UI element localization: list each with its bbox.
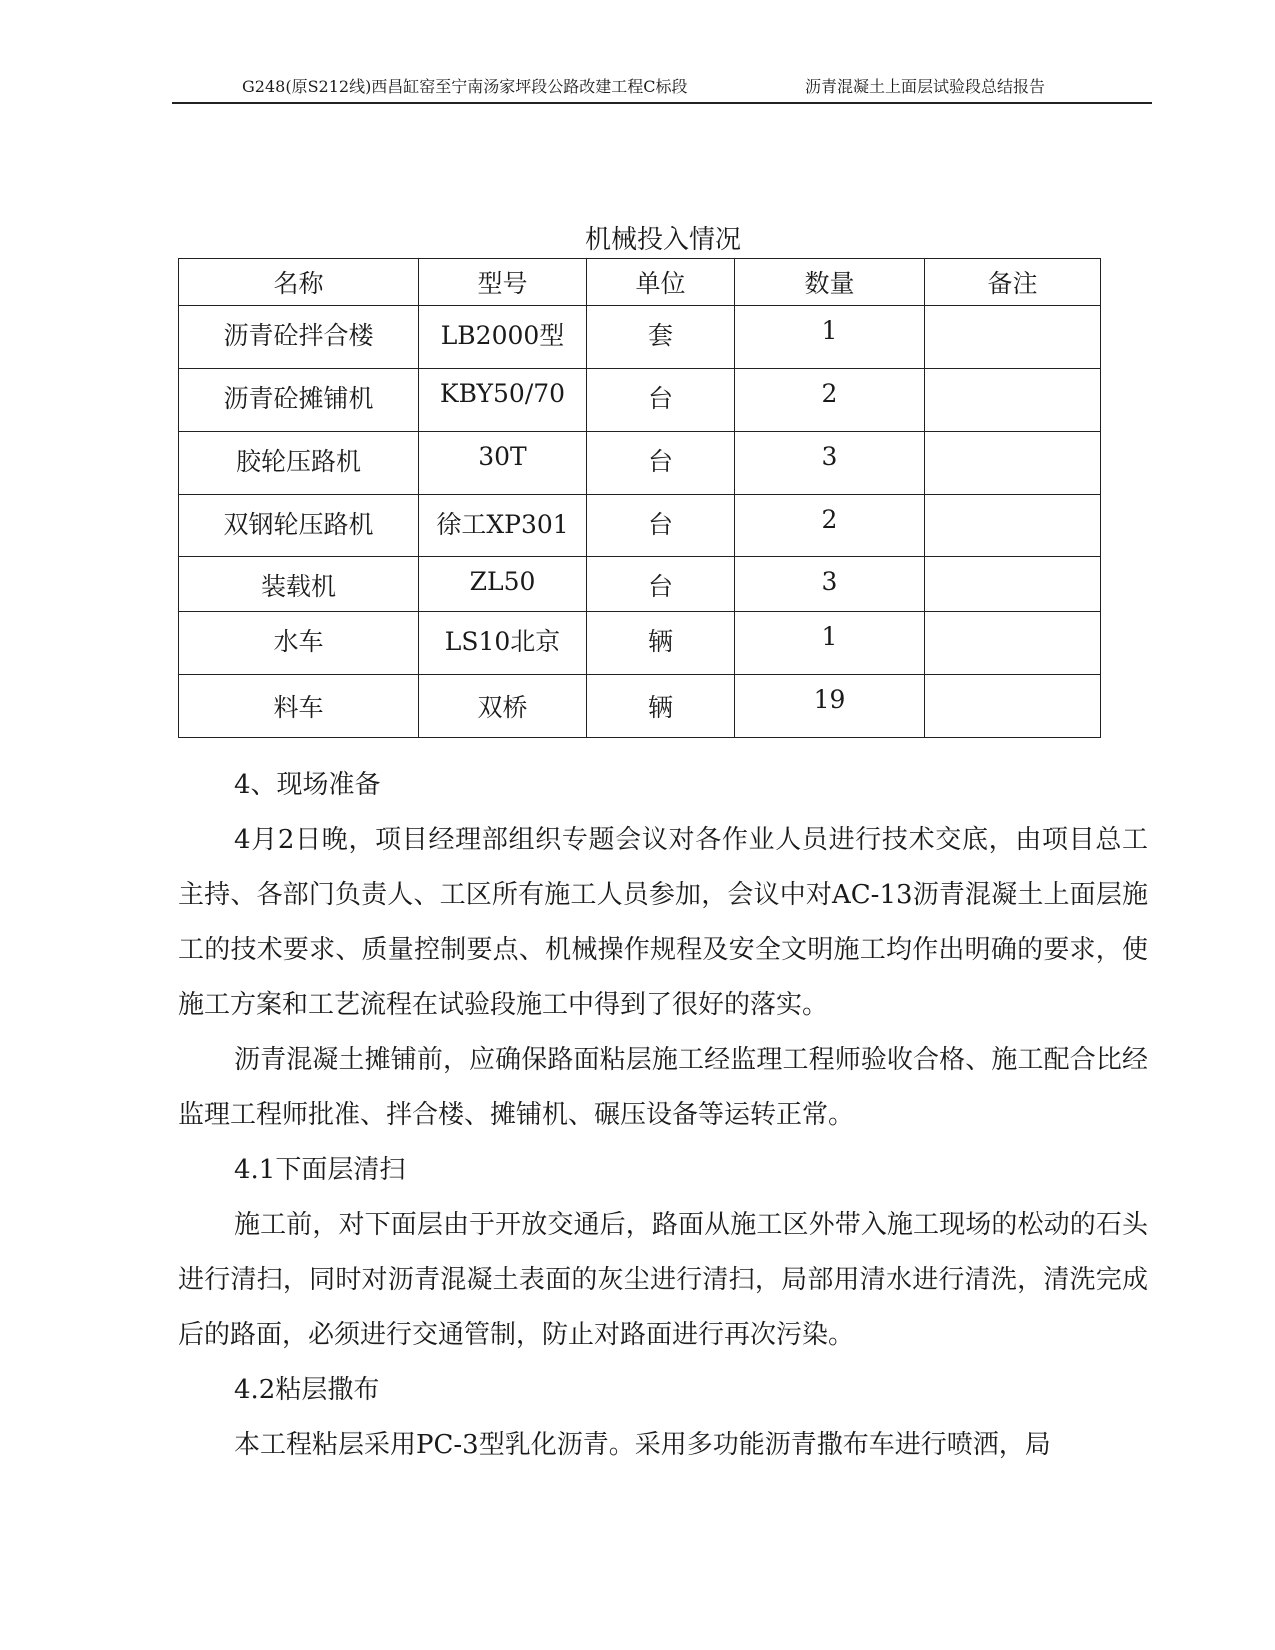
- paragraph-technical-briefing: 4月2日晚，项目经理部组织专题会议对各作业人员进行技术交底，由项目总工主持、各部门负责人、工区所有施工人员参加，会议中对AC-13沥青混凝土上面层施工的技术要求、质量控制要点、机械操作规程及安全文明施工均作出明确的要求，使施工方案和工艺流程在试验段施工中得到了很好的落实。: [178, 825, 1148, 1020]
- table-row: [179, 675, 1101, 738]
- cell-quantity: 1: [735, 612, 925, 675]
- header-project-title: G248(原S212线)西昌缸窑至宁南汤家坪段公路改建工程C标段: [242, 77, 688, 96]
- table-row: [179, 612, 1101, 675]
- cell-unit: 台: [587, 432, 735, 495]
- cell-model: ZL50: [419, 557, 587, 612]
- cell-model: 双桥: [419, 675, 587, 738]
- cell-quantity: 2: [735, 495, 925, 557]
- cell-name: 双钢轮压路机: [179, 495, 419, 557]
- machinery-table: [178, 258, 1101, 738]
- paragraph-pre-paving-requirements: 沥青混凝土摊铺前，应确保路面粘层施工经监理工程师验收合格、施工配合比经监理工程师批准、拌合楼、摊铺机、碾压设备等运转正常。: [178, 1045, 1148, 1130]
- cell-quantity: 19: [735, 675, 925, 738]
- cell-name: 胶轮压路机: [179, 432, 419, 495]
- header-report-title: 沥青混凝土上面层试验段总结报告: [805, 77, 1046, 96]
- table-row: [179, 432, 1101, 495]
- cell-unit: 套: [587, 306, 735, 369]
- body-text: [178, 758, 1148, 1473]
- cell-unit: 台: [587, 557, 735, 612]
- cell-quantity: 3: [735, 557, 925, 612]
- cell-remarks: [925, 675, 1101, 738]
- table-caption: 机械投入情况: [584, 225, 741, 255]
- section-heading-4-2: 4.2粘层撒布: [234, 1375, 380, 1405]
- cell-name: 沥青砼摊铺机: [179, 369, 419, 432]
- cell-quantity: 1: [735, 306, 925, 369]
- column-header-remarks: 备注: [925, 259, 1101, 306]
- table-row: [179, 495, 1101, 557]
- column-header-quantity: 数量: [735, 259, 925, 306]
- cell-name: 水车: [179, 612, 419, 675]
- cell-model: 30T: [419, 432, 587, 495]
- cell-model: 徐工XP301: [419, 495, 587, 557]
- cell-unit: 辆: [587, 612, 735, 675]
- page-header: [172, 72, 1152, 104]
- column-header-model: 型号: [419, 259, 587, 306]
- cell-model: LS10北京: [419, 612, 587, 675]
- column-header-unit: 单位: [587, 259, 735, 306]
- section-heading-4: 4、现场准备: [234, 770, 381, 800]
- cell-unit: 台: [587, 369, 735, 432]
- cell-remarks: [925, 432, 1101, 495]
- paragraph-tack-coat: 本工程粘层采用PC-3型乳化沥青。采用多功能沥青撒布车进行喷洒，局: [234, 1430, 1051, 1460]
- cell-unit: 台: [587, 495, 735, 557]
- column-header-name: 名称: [179, 259, 419, 306]
- cell-name: 装载机: [179, 557, 419, 612]
- cell-model: KBY50/70: [419, 369, 587, 432]
- table-header-row: [179, 259, 1101, 306]
- cell-remarks: [925, 612, 1101, 675]
- cell-remarks: [925, 495, 1101, 557]
- cell-name: 料车: [179, 675, 419, 738]
- cell-remarks: [925, 369, 1101, 432]
- cell-name: 沥青砼拌合楼: [179, 306, 419, 369]
- cell-quantity: 2: [735, 369, 925, 432]
- paragraph-surface-cleaning: 施工前，对下面层由于开放交通后，路面从施工区外带入施工现场的松动的石头进行清扫，同时对沥青混凝土表面的灰尘进行清扫，局部用清水进行清洗，清洗完成后的路面，必须进行交通管制，防止对路面进行再次污染。: [178, 1210, 1148, 1350]
- cell-quantity: 3: [735, 432, 925, 495]
- table-row: [179, 557, 1101, 612]
- table-row: [179, 369, 1101, 432]
- table-row: [179, 306, 1101, 369]
- cell-unit: 辆: [587, 675, 735, 738]
- cell-remarks: [925, 306, 1101, 369]
- section-heading-4-1: 4.1下面层清扫: [234, 1155, 406, 1185]
- cell-remarks: [925, 557, 1101, 612]
- cell-model: LB2000型: [419, 306, 587, 369]
